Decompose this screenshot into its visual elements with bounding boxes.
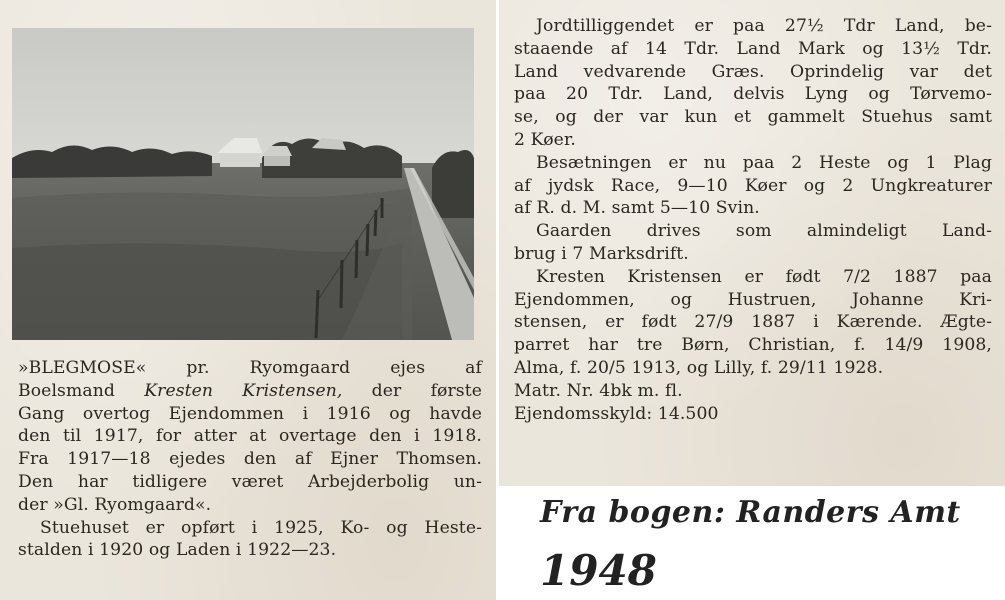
text-line: Land vedvarende Græs. Oprindelig var det — [514, 61, 992, 82]
text-line: se, og der var kun et gammelt Stuehus samt — [514, 107, 992, 128]
text-fragment: der første — [342, 380, 482, 401]
left-scan-page — [0, 0, 496, 600]
text-line: paa 20 Tdr. Land, delvis Lyng og Tørvemo- — [514, 84, 992, 105]
text-fragment: Boelsmand — [18, 380, 145, 401]
text-line: brug i 7 Marksdrift. — [514, 243, 689, 264]
owner-name: Kresten Kristensen, — [144, 380, 343, 401]
text-line: Ejendommen, og Hustruen, Johanne Kri- — [514, 289, 992, 310]
text-line: Kresten Kristensen er født 7/2 1887 paa — [536, 266, 992, 287]
text-line: Ejendomsskyld: 14.500 — [514, 403, 719, 424]
text-line: af jydsk Race, 9—10 Køer og 2 Ungkreaturer — [514, 175, 992, 196]
text-line: »BLEGMOSE« pr. Ryomgaard ejes af — [18, 358, 482, 378]
text-line: Gang overtog Ejendommen i 1916 og havde — [18, 403, 482, 424]
text-line: Den har tidligere været Arbejderbolig un- — [18, 471, 482, 492]
text-line: stensen, er født 27/9 1887 i Kærende. Ægte- — [514, 312, 992, 333]
farm-photograph — [12, 28, 474, 340]
text-line: Stuehuset er opført i 1925, Ko- og Heste- — [40, 517, 482, 538]
right-text-column — [514, 15, 992, 425]
text-line: staaende af 14 Tdr. Land Mark og 13½ Tdr. — [514, 38, 992, 59]
text-line: Besætningen er nu paa 2 Heste og 1 Plag — [536, 152, 992, 173]
text-line: Matr. Nr. 4bk m. fl. — [514, 380, 683, 401]
text-line: parret har tre Børn, Christian, f. 14/9 1908, — [514, 335, 992, 356]
text-line: stalden i 1920 og Laden i 1922—23. — [18, 540, 337, 561]
text-line: der »Gl. Ryomgaard«. — [18, 494, 212, 515]
text-line: Alma, f. 20/5 1913, og Lilly, f. 29/11 1928. — [514, 357, 884, 378]
text-line: Gaarden drives som almindeligt Land- — [536, 221, 992, 242]
farm-photo-illustration — [12, 28, 474, 340]
text-line: Jordtilliggendet er paa 27½ Tdr Land, be- — [536, 16, 992, 36]
text-line: af R. d. M. samt 5—10 Svin. — [514, 198, 760, 219]
text-line: Fra 1917—18 ejedes den af Ejner Thomsen. — [18, 449, 482, 470]
text-line: 2 Køer. — [514, 129, 576, 150]
left-text-column — [18, 357, 482, 562]
text-line-owner — [18, 380, 482, 403]
source-year: 1948 — [540, 546, 657, 595]
text-line: den til 1917, for atter at overtage den i 1918. — [18, 426, 482, 447]
source-caption: Fra bogen: Randers Amt — [540, 495, 961, 530]
